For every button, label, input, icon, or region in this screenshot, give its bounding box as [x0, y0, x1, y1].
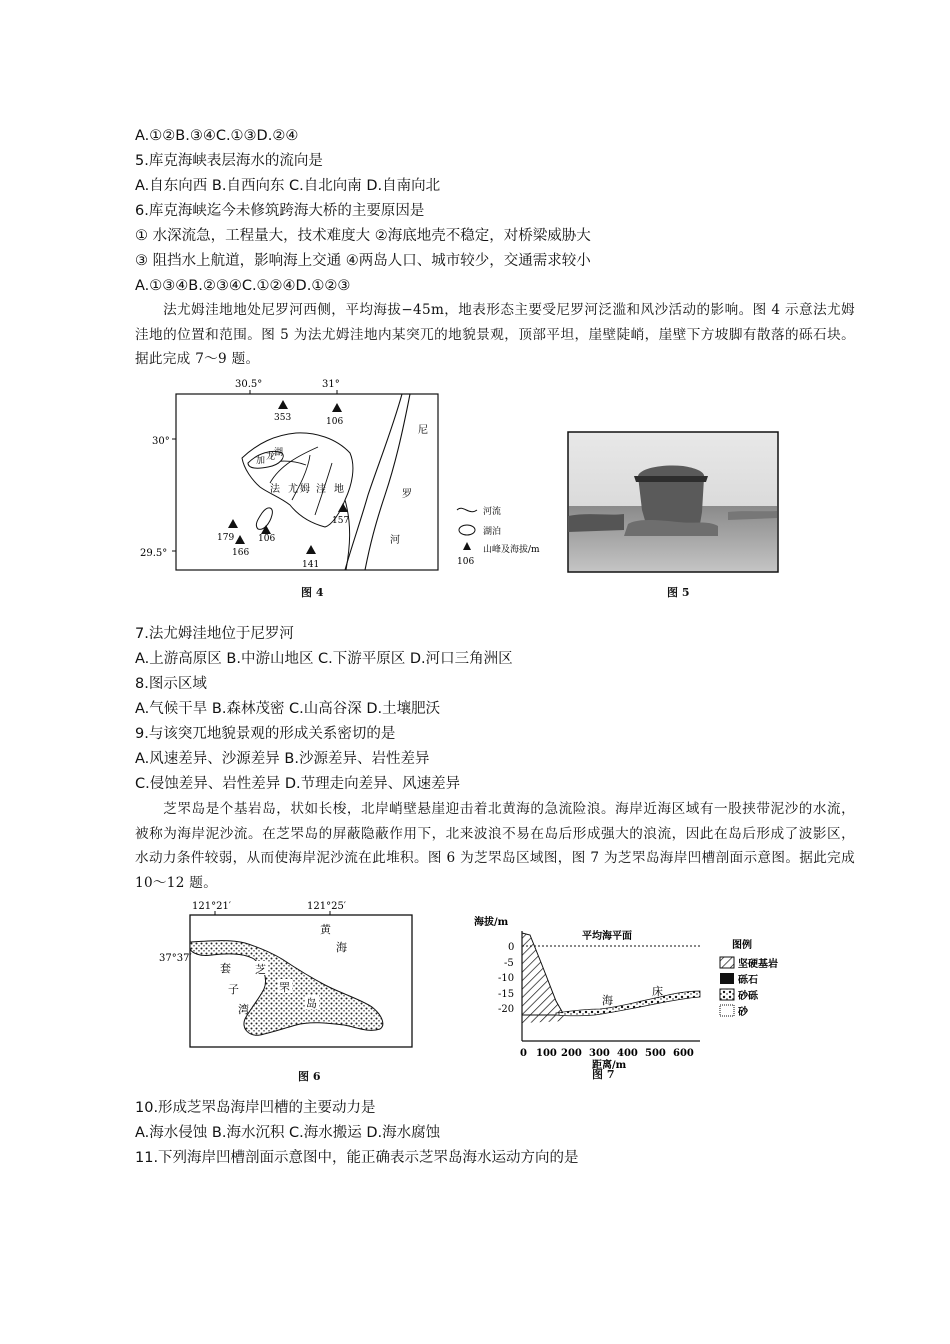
peak-icon: [278, 400, 288, 409]
figure-6-map: [160, 897, 420, 1061]
lake-label-char: 湖: [274, 448, 284, 458]
butte-caprock: [634, 476, 708, 482]
q9-stem: 9.与该突兀地貌景观的形成关系密切的是: [135, 726, 396, 742]
q11-stem: 11.下列海岸凹槽剖面示意图中，能正确表示芝罘岛海水运动方向的是: [135, 1150, 579, 1166]
q5-stem: 5.库克海峡表层海水的流向是: [135, 153, 323, 169]
y-tick-label: -20: [498, 1004, 515, 1015]
bedrock-cliff: [522, 933, 564, 1015]
legend-sand-label: 砂: [738, 1007, 748, 1018]
peak-legend-icon: [463, 542, 471, 550]
nile-label-char: 罗: [402, 489, 412, 500]
q7-stem: 7.法尤姆洼地位于尼罗河: [135, 626, 294, 642]
legend-peak-label: 山峰及海拔/m: [483, 545, 540, 555]
figure-4-legend: [455, 500, 565, 574]
figure-5-caption: 图 5: [667, 586, 690, 599]
figure-4-map: [140, 375, 480, 604]
x-tick-label: 200: [561, 1048, 582, 1059]
legend-lake-label: 湖泊: [483, 527, 502, 537]
lake-legend-icon: [459, 525, 475, 535]
sandy-gravel-legend-icon: [720, 989, 734, 1000]
depression-boundary: [242, 433, 353, 527]
bedrock-legend-icon: [720, 957, 734, 968]
lon-31-label: 31°: [322, 379, 340, 390]
q6-statements-a: ① 水深流急，工程量大，技术难度大 ②海底地壳不稳定，对桥梁威胁大: [135, 228, 591, 244]
q10-stem: 10.形成芝罘岛海岸凹槽的主要动力是: [135, 1100, 376, 1116]
legend-river-label: 河流: [483, 507, 502, 517]
legend-sandy-gravel-label: 砂砾: [738, 991, 758, 1002]
river-legend-icon: [457, 508, 477, 511]
x-tick-label: 400: [617, 1048, 638, 1059]
y-tick-label: 0: [508, 942, 515, 953]
q9-options-cd: C.侵蚀差异、岩性差异 D.节理走向差异、风速差异: [135, 776, 461, 792]
q8-stem: 8.图示区域: [135, 676, 207, 692]
depression-label-char: 姆: [300, 484, 310, 495]
bay-label-char: 套: [220, 962, 231, 975]
figure-7-profile: [470, 905, 810, 1069]
legend-title: 图例: [732, 940, 752, 951]
legend-peak-sample: 106: [457, 557, 475, 567]
zhifu-passage: 芝罘岛是个基岩岛，状如长梭，北岸峭壁悬崖迎击着北黄海的急流险浪。海岸近海区域有一股挟带泥沙的水流，被称为海岸泥沙流。在芝罘岛的屏蔽隐蔽作用下，北来波浪不易在岛后形成强大的浪流，因此在岛后形成了波影区，水动力条件较弱，从而使海岸泥沙流在此堆积。图 6 为芝罘岛区域图，图 7 为芝罘岛海岸凹槽剖面示意图。据此完成 10～12 题。: [135, 801, 855, 891]
bay-label-char: 子: [228, 983, 239, 996]
butte-rock: [638, 465, 704, 524]
peak-icon: [228, 519, 238, 528]
sand-legend-icon: [720, 1005, 734, 1016]
depression-label-char: 法: [270, 484, 280, 495]
y-tick-label: -5: [504, 958, 514, 969]
y-tick-label: -10: [498, 973, 515, 984]
x-axis-title: 距离/m: [592, 1060, 627, 1071]
seabed-label-char: 床: [652, 985, 663, 998]
bedrock-cliff-base: [522, 1015, 566, 1023]
seabed-sediment: [556, 991, 700, 1016]
figure-5-photo: [568, 432, 778, 576]
lake-label-char: 加: [256, 456, 266, 466]
q6-options: A.①③④B.②③④C.①②④D.①②③: [135, 278, 351, 294]
figure-7-caption: 图 7: [592, 1068, 615, 1081]
legend-gravel-label: 砾石: [738, 975, 758, 986]
figure-4-caption: 图 4: [301, 586, 324, 599]
peak-elevation: 106: [258, 534, 276, 544]
peak-elevation: 106: [326, 417, 344, 427]
peak-elevation: 157: [332, 516, 350, 526]
peak-elevation: 166: [232, 548, 250, 558]
sea-label-char: 黄: [320, 923, 331, 936]
y-tick-label: -15: [498, 989, 515, 1000]
q6-stem: 6.库克海峡迄今未修筑跨海大桥的主要原因是: [135, 203, 425, 219]
island-label-char: 岛: [306, 997, 317, 1010]
small-lake: [256, 508, 272, 529]
peak-icon: [306, 545, 316, 554]
peak-elevation: 141: [302, 560, 320, 570]
lon-30-5-label: 30.5°: [235, 379, 263, 390]
q9-options-ab: A.风速差异、沙源差异 B.沙源差异、岩性差异: [135, 751, 430, 767]
depression-label-char: 洼: [316, 484, 326, 495]
bay-label-char: 湾: [238, 1003, 249, 1016]
x-tick-label: 600: [673, 1048, 694, 1059]
x-tick-label: 300: [589, 1048, 610, 1059]
peak-icon: [235, 535, 245, 544]
figure-6-caption: 图 6: [298, 1070, 321, 1083]
nile-river-east-bank: [365, 394, 410, 570]
depression-label-char: 尤: [288, 484, 298, 495]
peak-icon: [332, 403, 342, 412]
peak-elevation: 179: [217, 533, 235, 543]
lat-30-label: 30°: [152, 436, 170, 447]
seabed-label-char: 海: [602, 994, 613, 1007]
lat-37-37-label: 37°37′: [159, 953, 192, 964]
q4-options: A.①②B.③④C.①③D.②④: [135, 128, 299, 144]
lon-121-21-label: 121°21′: [192, 901, 232, 912]
peak-elevation: 353: [274, 413, 292, 423]
gravel-legend-icon: [720, 973, 734, 984]
x-tick-label: 0: [520, 1048, 527, 1059]
y-axis-title: 海拔/m: [474, 917, 509, 928]
faiyum-passage: 法尤姆洼地地处尼罗河西侧，平均海拔−45m，地表形态主要受尼罗河泛滥和风沙活动的影响。图 4 示意法尤姆洼地的位置和范围。图 5 为法尤姆洼地内某突兀的地貌景观，顶部平坦，崖壁陡峭，崖壁下方坡脚有散落的砾石块。据此完成 7～9 题。: [135, 302, 855, 367]
q5-options: A.自东向西 B.自西向东 C.自北向南 D.自南向北: [135, 178, 441, 194]
legend-bedrock-label: 坚硬基岩: [738, 959, 778, 970]
mean-sea-level-label: 平均海平面: [582, 931, 632, 942]
q10-options: A.海水侵蚀 B.海水沉积 C.海水搬运 D.海水腐蚀: [135, 1125, 441, 1141]
nile-label-char: 尼: [418, 425, 428, 436]
q8-options: A.气候干旱 B.森林茂密 C.山高谷深 D.土壤肥沃: [135, 701, 441, 717]
lon-121-25-label: 121°25′: [307, 901, 347, 912]
island-label-char: 罘: [279, 981, 290, 994]
distant-ridge: [568, 514, 624, 532]
lake-label-char: 龙: [266, 452, 276, 462]
depression-label-char: 地: [334, 484, 344, 495]
x-tick-label: 100: [536, 1048, 557, 1059]
nile-label-char: 河: [390, 535, 400, 546]
lat-29-5-label: 29.5°: [140, 548, 168, 559]
island-label-char: 芝: [255, 963, 266, 976]
q7-options: A.上游高原区 B.中游山地区 C.下游平原区 D.河口三角洲区: [135, 651, 513, 667]
q6-statements-b: ③ 阻挡水上航道，影响海上交通 ④两岛人口、城市较少，交通需求较小: [135, 253, 591, 269]
sea-label-char: 海: [336, 941, 347, 954]
x-tick-label: 500: [645, 1048, 666, 1059]
